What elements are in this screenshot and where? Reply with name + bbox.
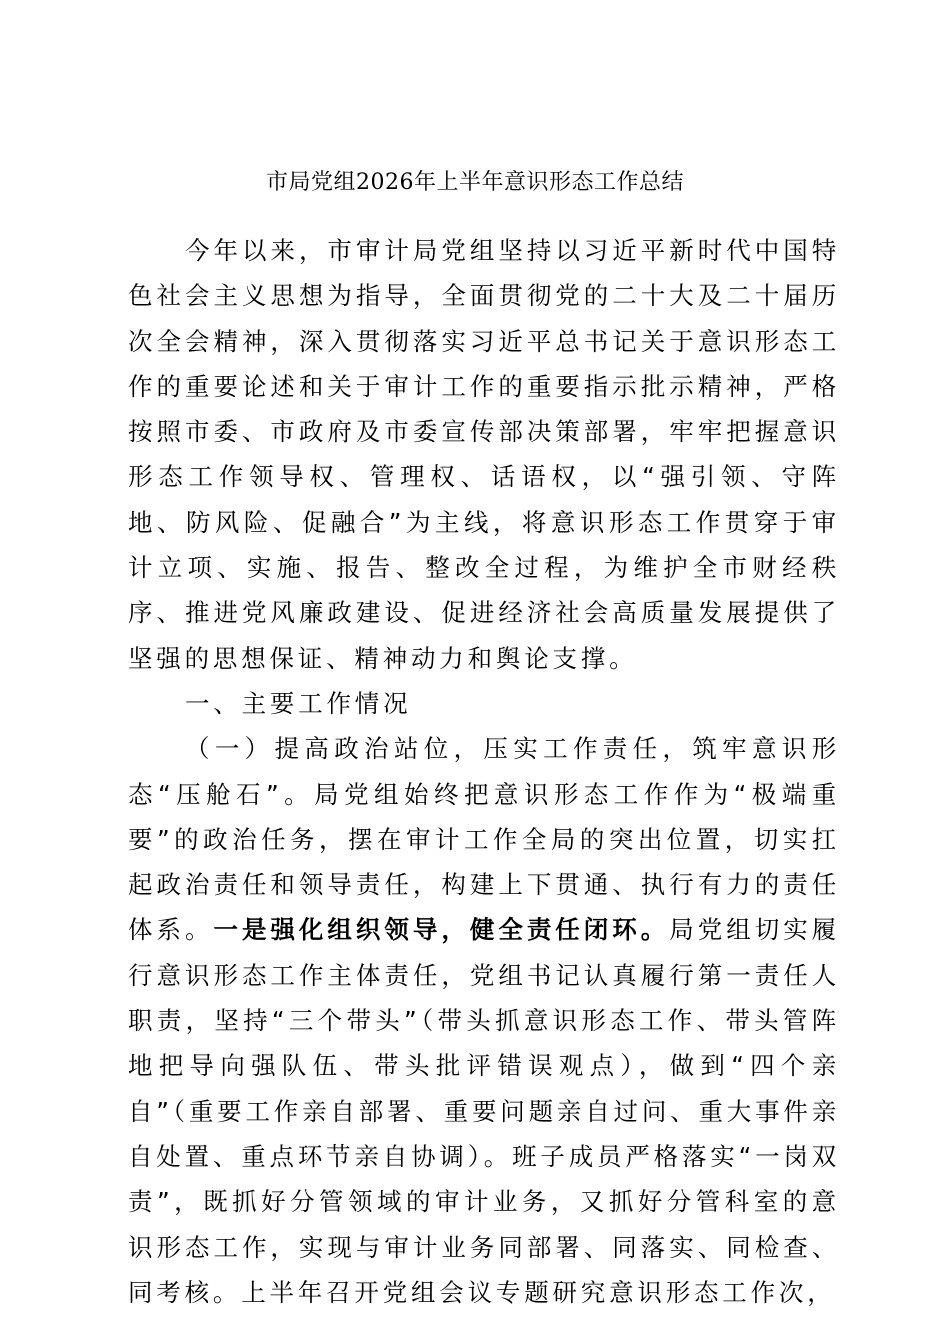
intro-paragraph: 今年以来，市审计局党组坚持以习近平新时代中国特色社会主义思想为指导，全面贯彻党的二十大及二十届历次全会精神，深入贯彻落实习近平总书记关于意识形态工作的重要论述和关于审计工作的重要指示批示精神，严格按照市委、市政府及市委宣传部决策部署，牢牢把握意识形态工作领导权、管理权、话语权，以“强引领、守阵地、防风险、促融合”为主线，将意识形态工作贯穿于审计立项、实施、报告、整改全过程，为维护全市财经秩序、推进党风廉政建设、促进经济社会高质量发展提供了坚强的思想保证、精神动力和舆论支撑。 (128, 236, 840, 673)
subsection-lead: （一）提高政治站位，压实工作责任，筑牢意识形态“压舱石”。局党组始终把意识形态工作作为“极端重要”的政治任务，摆在审计工作全局的突出位置，切实扛起政治责任和领导责任，构建上下贯通、执行有力的责任体系。 (128, 734, 840, 945)
bold-point: 一是强化组织领导，健全责任闭环。 (213, 915, 670, 945)
subsection-paragraph (128, 726, 840, 1315)
subsection-rest: 局党组切实履行意识形态工作主体责任，党组书记认真履行第一责任人职责，坚持“三个带头”（带头抓意识形态工作、带头管阵地把导向强队伍、带头批评错误观点），做到“四个亲自”（重要工作亲自部署、重要问题亲自过问、重大事件亲自处置、重点环节亲自协调）。班子成员严格落实“一岗双责”，既抓好分管领域的审计业务，又抓好分管科室的意识形态工作，实现与审计业务同部署、同落实、同检查、同考核。上半年召开党组会议专题研究意识形态工作次， (128, 915, 840, 1307)
document-body (128, 228, 840, 1315)
document-title: 市局党组2026年上半年意识形态工作总结 (266, 170, 684, 195)
section-heading: 一、主要工作情况 (185, 688, 412, 718)
